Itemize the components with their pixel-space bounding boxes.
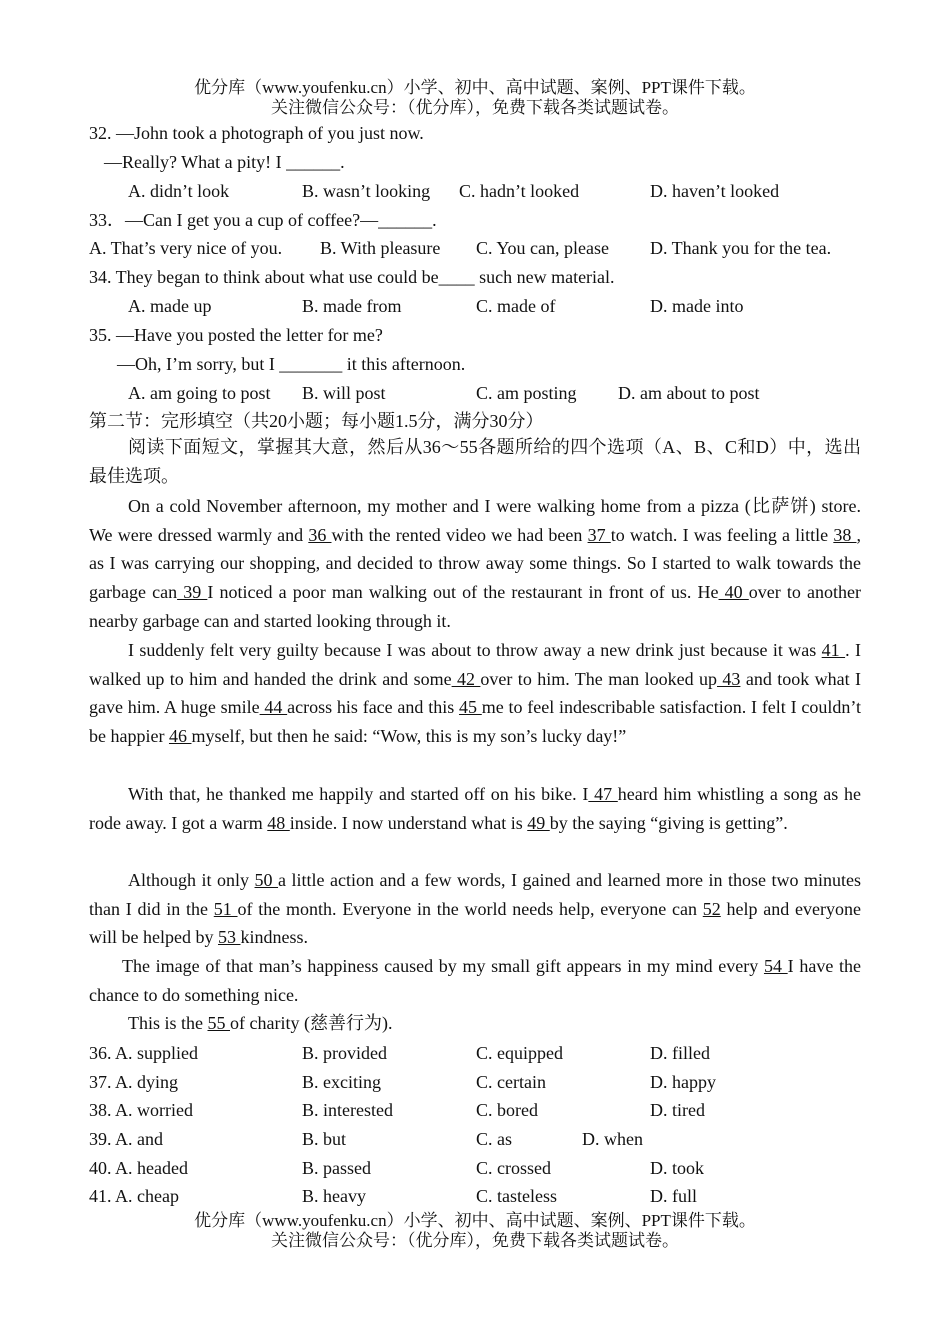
q35-option-b: B. will post	[302, 383, 386, 403]
q37-option-b: B. exciting	[302, 1072, 381, 1092]
passage-text: , as I was carrying our shopping, and decided to throw away some things. So I started to walk towards the garbage can	[89, 524, 862, 603]
passage-text: of the month. Everyone in the world needs help, everyone can	[237, 898, 703, 919]
q40-option-d: D. took	[650, 1158, 704, 1178]
passage-text: a little action and a few words, I gained and learned more in those two minutes than I did in the	[89, 870, 861, 919]
section2-instruction: 阅读下面短文，掌握其大意，然后从36～55各题所给的四个选项（A、B、C和D）中，选出最佳选项。	[89, 437, 861, 486]
passage-text: Although it only	[128, 870, 255, 890]
blank-36: 36	[308, 524, 332, 545]
q41-option-a: 41. A. cheap	[89, 1186, 179, 1206]
passage-text: . I walked up to him and handed the drink and some	[89, 640, 862, 689]
passage-text: across his face and this	[287, 697, 459, 718]
q38-option-b: B. interested	[302, 1100, 393, 1120]
q32-option-c: C. hadn’t looked	[459, 181, 580, 201]
q41-option-c: C. tasteless	[476, 1186, 557, 1206]
q38-option-c: C. bored	[476, 1100, 538, 1120]
blank-41: 41	[821, 640, 846, 660]
passage-text: This is the	[128, 1013, 208, 1033]
q33-option-c: C. You can, please	[476, 238, 609, 258]
blank-55: 55	[207, 1013, 230, 1033]
q37-option-c: C. certain	[476, 1072, 546, 1092]
q35-option-c: C. am posting	[476, 383, 577, 403]
q34-option-a: A. made up	[128, 296, 212, 316]
blank-52: 52	[702, 898, 721, 919]
passage-text: I noticed a poor man walking out of the restaurant in front of us. He	[207, 582, 719, 603]
q33-option-b: B. With pleasure	[320, 238, 441, 258]
blank-48: 48	[267, 812, 290, 833]
blank-49: 49	[527, 812, 550, 833]
q32-option-d: D. haven’t looked	[650, 181, 780, 201]
passage-text: inside. I now understand what is	[289, 812, 528, 833]
passage-text: by the saying “giving is getting”.	[549, 812, 788, 833]
passage-paragraph-5	[89, 952, 861, 1009]
q37-option-a: 37. A. dying	[89, 1072, 179, 1092]
blank-40: 40	[718, 582, 749, 603]
passage-text: The image of that man’s happiness caused by my small gift appears in my mind every	[122, 956, 764, 976]
blank-51: 51	[213, 898, 238, 919]
passage-text: heard him whistling a song as he rode away. I got a warm	[89, 784, 861, 833]
passage-text: kindness.	[240, 927, 308, 948]
passage-paragraph-6	[89, 1009, 861, 1038]
passage-text: me to feel indescribable satisfaction. I felt I couldn’t be happier	[89, 697, 862, 747]
q40-option-a: 40. A. headed	[89, 1158, 188, 1178]
blank-37: 37	[587, 524, 611, 545]
q33-stem: 33．—Can I get you a cup of coffee?—______.	[89, 210, 437, 230]
q41-option-d: D. full	[650, 1186, 697, 1206]
passage-text: over to him. The man looked up	[480, 668, 717, 689]
q32-option-b: B. wasn’t looking	[302, 181, 431, 201]
passage-paragraph-1	[89, 492, 861, 636]
blank-46: 46	[168, 726, 192, 747]
section2-title: 第二节：完形填空（共20小题；每小题1.5分，满分30分）	[89, 411, 544, 431]
q39-option-a: 39. A. and	[89, 1129, 163, 1149]
blank-44: 44	[259, 697, 288, 718]
passage-text: On a cold November afternoon, my mother and I were walking home from a pizza (比萨饼) store. We were dressed warmly and	[89, 496, 861, 545]
blank-45: 45	[458, 697, 482, 718]
page-header-line2: 关注微信公众号：（优分库），免费下载各类试题试卷。	[271, 98, 679, 117]
blank-43: 43	[717, 668, 741, 689]
passage-text: to watch. I was feeling a little	[610, 524, 834, 545]
passage-text: myself, but then he said: “Wow, this is my son’s lucky day!”	[191, 726, 627, 747]
passage-text: help and everyone will be helped by	[89, 898, 861, 948]
passage-text: with the rented video we had been	[331, 524, 588, 545]
q38-option-d: D. tired	[650, 1100, 705, 1120]
q35-stem-line1: 35. —Have you posted the letter for me?	[89, 325, 383, 345]
passage-paragraph-3	[89, 780, 861, 837]
q40-option-c: C. crossed	[476, 1158, 551, 1178]
q36-option-a: 36. A. supplied	[89, 1043, 199, 1063]
q36-option-b: B. provided	[302, 1043, 387, 1063]
page-header-line1: 优分库（www.youfenku.cn）小学、初中、高中试题、案例、PPT课件下载。	[194, 78, 756, 97]
passage-paragraph-4	[89, 866, 861, 952]
q36-option-d: D. filled	[650, 1043, 710, 1063]
q38-option-a: 38. A. worried	[89, 1100, 193, 1120]
q37-option-d: D. happy	[650, 1072, 716, 1092]
q34-option-c: C. made of	[476, 296, 556, 316]
passage-text: and took what I gave him. A huge smile	[89, 668, 862, 718]
blank-54: 54	[763, 956, 788, 976]
blank-47: 47	[588, 784, 618, 804]
q35-stem-line2: —Oh, I’m sorry, but I _______ it this afternoon.	[117, 354, 466, 374]
q40-option-b: B. passed	[302, 1158, 371, 1178]
blank-50: 50	[254, 870, 279, 890]
page-footer-line1: 优分库（www.youfenku.cn）小学、初中、高中试题、案例、PPT课件下载。	[194, 1211, 756, 1230]
q32-stem-line1: 32. —John took a photograph of you just now.	[89, 123, 424, 143]
page-footer-line2: 关注微信公众号：（优分库），免费下载各类试题试卷。	[271, 1231, 679, 1250]
q36-option-c: C. equipped	[476, 1043, 563, 1063]
passage-text: I suddenly felt very guilty because I was about to throw away a new drink just because it was	[128, 640, 822, 660]
q39-option-c: C. as	[476, 1129, 512, 1149]
blank-42: 42	[451, 668, 481, 689]
passage-text: of charity (慈善行为).	[230, 1013, 393, 1033]
q39-option-d: D. when	[582, 1129, 643, 1149]
q35-option-d: D. am about to post	[618, 383, 760, 403]
passage-text: With that, he thanked me happily and started off on his bike. I	[128, 784, 589, 804]
q39-option-b: B. but	[302, 1129, 347, 1149]
q34-option-d: D. made into	[650, 296, 744, 316]
blank-39: 39	[177, 582, 208, 603]
q35-option-a: A. am going to post	[128, 383, 271, 403]
q32-stem-line2: —Really? What a pity! I ______.	[104, 152, 345, 172]
passage-text: I have the chance to do something nice.	[89, 956, 862, 1005]
q33-option-d: D. Thank you for the tea.	[650, 238, 832, 258]
q32-option-a: A. didn’t look	[128, 181, 230, 201]
q41-option-b: B. heavy	[302, 1186, 366, 1206]
q33-option-a: A. That’s very nice of you.	[89, 238, 283, 258]
q34-stem: 34. They began to think about what use could be____ such new material.	[89, 267, 615, 287]
q34-option-b: B. made from	[302, 296, 402, 316]
blank-38: 38	[833, 524, 857, 545]
passage-paragraph-2	[89, 636, 861, 751]
blank-53: 53	[217, 927, 241, 948]
passage-text: over to another nearby garbage can and started looking through it.	[89, 582, 861, 631]
